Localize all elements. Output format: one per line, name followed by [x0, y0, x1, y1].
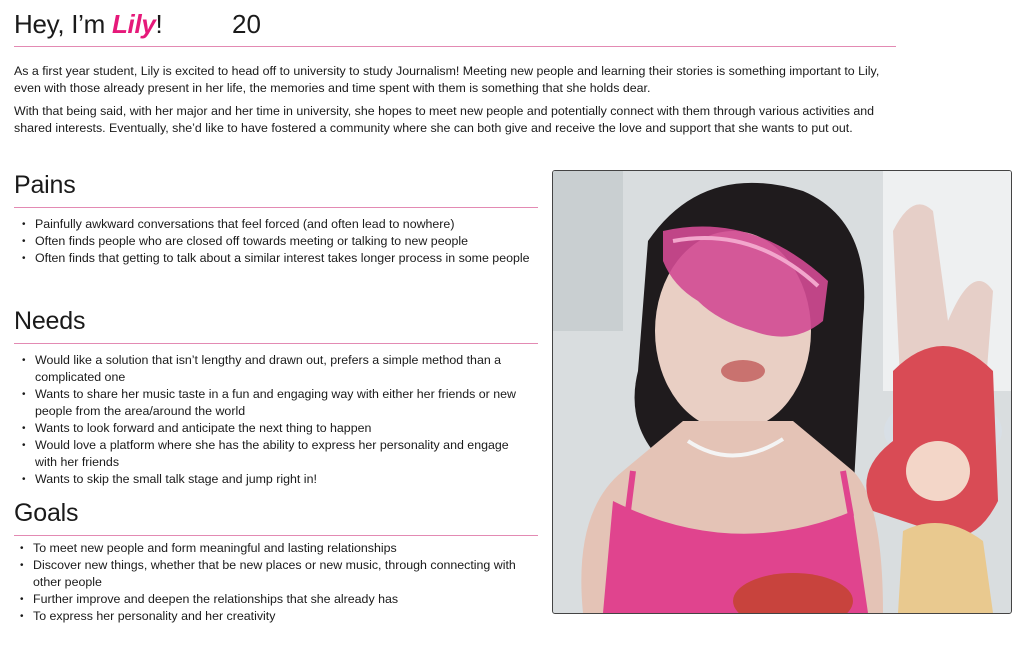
- pains-list: [22, 216, 534, 267]
- persona-name: Lily: [111, 9, 156, 39]
- list-item: • Often finds people who are closed off towards meeting or talking to new people: [22, 233, 534, 250]
- page-title: [14, 9, 162, 40]
- needs-divider: [14, 343, 538, 344]
- list-item: • Discover new things, whether that be new places or new music, through connecting with other people: [20, 557, 532, 591]
- list-item: • To meet new people and form meaningful and lasting relationships: [20, 540, 532, 557]
- persona-photo-illustration: [553, 171, 1011, 613]
- needs-list: [22, 352, 534, 488]
- list-item: • To express her personality and her creativity: [20, 608, 532, 625]
- list-item: • Wants to share her music taste in a fun and engaging way with either her friends or new people from the area/around the world: [22, 386, 534, 420]
- list-item: • Would like a solution that isn’t lengthy and drawn out, prefers a simple method than a complicated one: [22, 352, 534, 386]
- list-item: • Would love a platform where she has the ability to express her personality and engage with her friends: [22, 437, 534, 471]
- greeting-text: Hey, I’m: [14, 9, 112, 39]
- needs-heading: Needs: [14, 307, 86, 335]
- title-exclaim: !: [155, 9, 163, 39]
- list-item: • Wants to look forward and anticipate the next thing to happen: [22, 420, 534, 437]
- goals-list: [20, 540, 532, 625]
- pains-divider: [14, 207, 538, 208]
- persona-photo: [552, 170, 1012, 614]
- goals-divider: [14, 535, 538, 536]
- intro-paragraph-1: As a first year student, Lily is excited to head off to university to study Journalism! Meeting new people and learning their stories is something important to Lily, even with those already present in her life, the memories and time spent with them is something that she holds dear.: [14, 64, 880, 95]
- intro-paragraph-2: With that being said, with her major and her time in university, she hopes to meet new people and potentially connect with them through various activities and shared interests. Eventually, she’d like to have fostered a community where she can both give and receive the love and support that she wants to put out.: [14, 104, 875, 135]
- list-item: • Often finds that getting to talk about a similar interest takes longer process in some people: [22, 250, 534, 267]
- persona-header: [14, 6, 896, 47]
- goals-heading: Goals: [14, 499, 79, 527]
- intro-text: [14, 63, 894, 143]
- list-item: • Painfully awkward conversations that feel forced (and often lead to nowhere): [22, 216, 534, 233]
- pains-heading: Pains: [14, 171, 76, 199]
- list-item: • Wants to skip the small talk stage and jump right in!: [22, 471, 534, 488]
- list-item: • Further improve and deepen the relationships that she already has: [20, 591, 532, 608]
- persona-age: 20: [232, 9, 261, 39]
